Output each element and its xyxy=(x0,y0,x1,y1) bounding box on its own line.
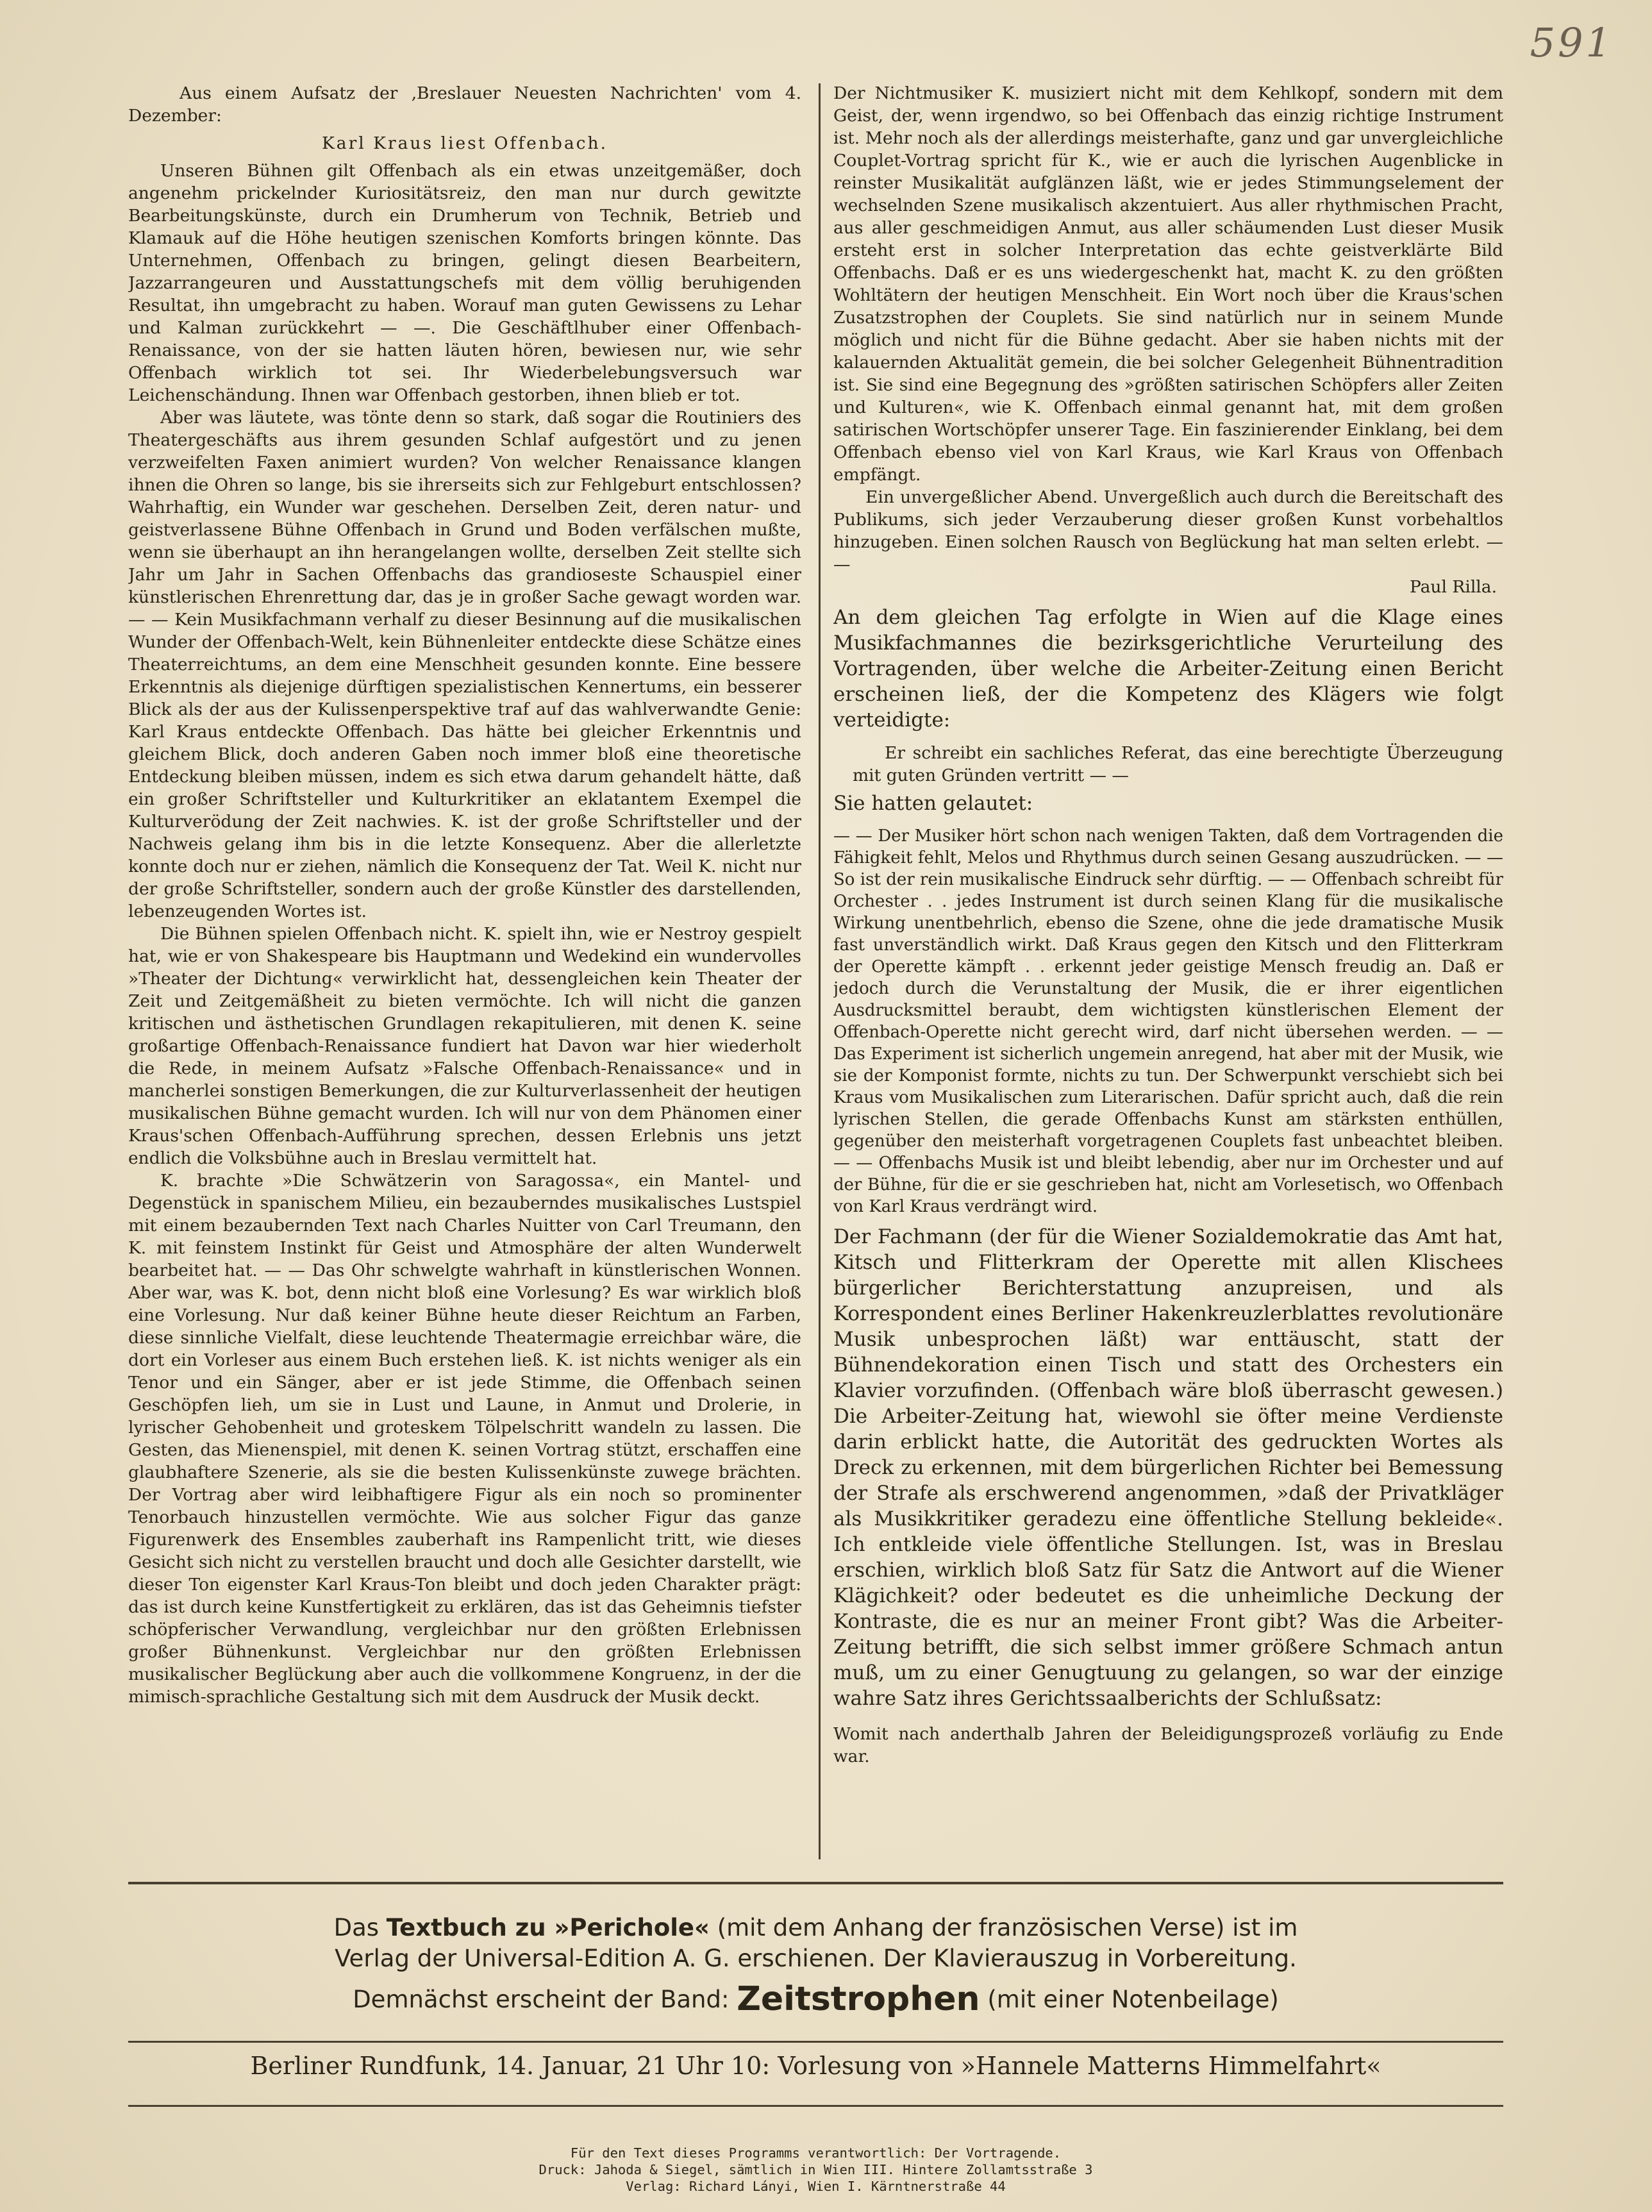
right-column xyxy=(833,82,1503,1871)
paragraph: K. brachte »Die Schwätzerin von Saragossa«, ein Mantel- und Degenstück in spanischem Milieu, ein bezauberndes musikalisches Lustspiel mit einem bezaubernden Text nach Charles Nuitter von Carl Treumann, den K. mit feinstem Instinkt für Geist und Atmosphäre der alten Wunderwelt bearbeitet hat. — — Das Ohr schwelgte wahrhaft in künstlerischen Wonnen. Aber war, was K. bot, denn nicht bloß eine Vorlesung? Es war wirklich bloß eine Vorlesung. Nur daß keiner Bühne heute dieser Reichtum an Farben, diese sinnliche Vielfalt, diese leuchtende Theatermagie erreichbar wäre, die dort ein Vorleser aus einem Buch erstehen ließ. K. ist nichts weniger als ein Tenor und ein Sänger, aber er ist jede Stimme, die Offenbach seinen Geschöpfen lieh, um sie in Lust und Laune, in Anmut und Drolerie, in lyrischer Gehobenheit und groteskem Tölpelschritt wandeln zu lassen. Die Gesten, das Mienenspiel, mit denen K. seinen Vortrag stützt, erschaffen eine glaubhaftere Szenerie, als sie die besten Kulissenkünste zuwege brächten. Der Vortrag aber wird leibhaftigere Figur als ein noch so prominenter Tenorbauch hinzustellen vermöchte. Wie aus solcher Figur das ganze Figurenwerk des Ensembles zauberhaft ins Rampenlicht tritt, wie dieses Gesicht sich nicht zu verstellen braucht und doch alle Gesichter darstellt, wie dieser Ton eigenster Karl Kraus-Ton bleibt und doch jeden Charakter prägt: das ist durch keine Kunstfertigkeit zu erklären, das ist das Geheimnis tiefster schöpferischer Verwandlung, vergleichbar nur den größten Erlebnissen großer Bühnenkunst. Vergleichbar nur den größten Erlebnissen musikalischer Beglückung aber auch die vollkommene Kongruenz, in der die mimisch-sprachliche Gestaltung sich mit dem Ausdruck der Musik deckt. xyxy=(128,1171,801,1707)
ad-text: (mit einer Notenbeilage) xyxy=(987,1986,1279,2013)
closing-statement: Womit nach anderthalb Jahren der Beleidigungsprozeß vorläufig zu Ende war. xyxy=(833,1724,1503,1766)
imprint-line: Druck: Jahoda & Siegel, sämtlich in Wien III. Hintere Zollamtsstraße 3 xyxy=(538,2162,1093,2177)
imprint-line: Verlag: Richard Lányi, Wien I. Kärntnerstraße 44 xyxy=(626,2179,1006,2194)
imprint xyxy=(128,2145,1503,2195)
lead-text: Sie hatten gelautet: xyxy=(833,792,1033,815)
divider-rule xyxy=(128,2105,1503,2107)
divider-rule xyxy=(128,2041,1503,2043)
broadcast-notice: Berliner Rundfunk, 14. Januar, 21 Uhr 10: Vorlesung von »Hannele Matterns Himmelfahrt« xyxy=(250,2052,1381,2080)
body-paragraph: An dem gleichen Tag erfolgte in Wien auf die Klage eines Musikfachmannes die bezirksgerichtliche Verurteilung des Vortragenden, über welche die Arbeiter-Zeitung einen Bericht erscheinen ließ, der die Kompetenz des Klägers wie folgt verteidigte: xyxy=(833,606,1503,732)
paragraph: Der Nichtmusiker K. musiziert nicht mit dem Kehlkopf, sondern mit dem Geist, der, wenn irgendwo, so bei Offenbach das einzig richtige Instrument ist. Mehr noch als der allerdings meisterhafte, ganz und gar unvergleichliche Couplet-Vortrag spricht für K., wie er auch die lyrischen Augenblicke in reinster Musikalität aufglänzen läßt, wie er jedes Stimmungselement der wechselnden Szene musikalisch akzentuiert. Aus aller rhythmischen Pracht, aus aller geschmeidigen Anmut, aus aller schäumenden Lust dieser Musik ersteht erst in solcher Interpretation das echte geistverklärte Bild Offenbachs. Daß er es uns wiedergeschenkt hat, macht K. zu den größten Wohltätern der heutigen Menschheit. Ein Wort noch über die Kraus'schen Zusatzstrophen der Couplets. Sie sind natürlich nur in seinem Munde möglich und nicht für die Bühne gedacht. Aber sie haben nichts mit der kalauernden Aktualität gemein, die bei solcher Gelegenheit Bühnentradition ist. Sie sind eine Begegnung des »größten satirischen Schöpfers aller Zeiten und Kulturen«, wie K. Offenbach einmal genannt hat, mit dem großen satirischen Wortschöpfer unserer Tage. Ein faszinierender Einklang, bei dem Offenbach ebenso viel von Karl Kraus, wie Karl Kraus von Offenbach empfängt. xyxy=(833,83,1503,485)
paragraph: Die Bühnen spielen Offenbach nicht. K. spielt ihn, wie er Nestroy gespielt hat, wie er von Shakespeare bis Hauptmann und Wedekind ein wundervolles »Theater der Dichtung« verwirklicht hat, dessengleichen kein Theater der Zeit und Zeitgemäßheit zu bieten vermöchte. Ich will nicht die ganzen kritischen und ästhetischen Grundlagen rekapitulieren, mit denen K. seine großartige Offenbach-Renaissance fundiert hat Davon war hier wiederholt die Rede, in meinem Aufsatz »Falsche Offenbach-Renaissance« und in mancherlei sonstigen Bemerkungen, die zur Kulturverlassenheit der heutigen musikalischen Bühne gemacht wurden. Ich will nur von dem Phänomen einer Kraus'schen Offenbach-Aufführung sprechen, dessen Erlebnis uns jetzt endlich die Volksbühne auch in Breslau vermittelt hat. xyxy=(128,924,801,1168)
ad-text: Demnächst erscheint der Band: xyxy=(353,1986,730,2013)
author-signature: Paul Rilla. xyxy=(1409,577,1497,597)
column-divider xyxy=(819,83,821,1859)
article-subheading: Karl Kraus liest Offenbach. xyxy=(321,133,608,153)
ad-text: (mit dem Anhang der französischen Verse) ist im xyxy=(717,1914,1298,1941)
imprint-line: Für den Text dieses Programms verantwortlich: Der Vortragende. xyxy=(570,2145,1062,2161)
page-number: 591 xyxy=(1530,19,1614,66)
ad-book-title: Zeitstrophen xyxy=(737,1980,980,2018)
quoted-statement: Er schreibt ein sachliches Referat, das eine berechtigte Überzeugung mit guten Gründen vertritt — — xyxy=(853,743,1503,785)
paragraph: Aber was läutete, was tönte denn so stark, daß sogar die Routiniers des Theatergeschäfts aus ihrem gesunden Schlaf aufgestört und zu jenen verzweifelten Faxen animiert wurden? Von welcher Renaissance klangen ihnen die Ohren so lange, bis sie ihrerseits sich zur Fehlgeburt entschlossen? Wahrhaftig, ein Wunder war geschehen. Derselben Zeit, deren natur- und geistverlassene Bühne Offenbach in Grund und Boden verfälschen mußte, wenn sie überhaupt an ihn herangelangen wollte, derselben Zeit stellte sich Jahr um Jahr in Sachen Offenbachs das grandioseste Schauspiel einer künstlerischen Ehrenrettung dar, das je in großer Sache gewagt worden war. — — Kein Musikfachmann verhalf zu dieser Besinnung auf die musikalischen Wunder der Offenbach-Welt, kein Bühnenleiter entdeckte diese Schätze eines Theaterreichtums, an dem eine Menschheit gesunden konnte. Eine bessere Erkenntnis als diejenige dürftigen spezialistischen Kennertums, ein besserer Blick als der aus der Kulissenperspektive traf auf das wahlverwandte Genie: Karl Kraus entdeckte Offenbach. Das hätte bei gleicher Erkenntnis und gleichem Blick, doch anderen Gaben noch immer bloß eine theoretische Entdeckung bleiben müssen, indem es sich etwa darum gehandelt hätte, daß ein großer Schriftsteller und Kulturkritiker an eklatantem Exempel die Kulturverödung der Zeit nachwies. K. ist der große Schriftsteller und der Nachweis gelang ihm bis in die letzte Konsequenz. Aber die allerletzte konnte doch nur er ziehen, nämlich die Konsequenz der Tat. Weil K. nicht nur der große Schriftsteller, sondern auch der große Künstler des darstellenden, lebenzeugenden Wortes ist. xyxy=(128,408,801,921)
paragraph: Unseren Bühnen gilt Offenbach als ein etwas unzeitgemäßer, doch angenehm prickelnder Kuriositätsreiz, den man nur durch gewitzte Bearbeitungskünste, durch ein Drumherum von Technik, Betrieb und Klamauk auf die Höhe heutigen szenischen Komforts bringen könnte. Das Unternehmen, Offenbach zu bringen, gelingt diesen Bearbeitern, Jazzarrangeuren und Ausstattungschefs mit dem völlig beruhigenden Resultat, ihn umgebracht zu haben. Worauf man guten Gewissens zu Lehar und Kalman zurückkehrt — —. Die Geschäftlhuber einer Offenbach-Renaissance, von der sie hatten läuten hören, bewiesen nur, wie sehr Offenbach wirklich tot sei. Ihr Wiederbelebungsversuch war Leichenschändung. Ihnen war Offenbach gestorben, ihnen blieb er tot. xyxy=(128,161,801,405)
ad-book-title: Textbuch zu »Perichole« xyxy=(386,1914,710,1941)
intro-text: Aus einem Aufsatz der ‚Breslauer Neuesten Nachrichten' vom 4. Dezember: xyxy=(128,83,801,126)
advertisement-line: Verlag der Universal-Edition A. G. erschienen. Der Klavierauszug in Vorbereitung. xyxy=(335,1945,1297,1972)
divider-rule xyxy=(128,1882,1503,1884)
left-column xyxy=(128,82,801,1871)
ad-text: Das xyxy=(333,1914,380,1941)
paragraph: Ein unvergeßlicher Abend. Unvergeßlich auch durch die Bereitschaft des Publikums, sich jeder Verzauberung dieser großen Kunst vorbehaltlos hinzugeben. Einen solchen Rausch von Beglückung hat man selten erlebt. — — xyxy=(833,487,1503,574)
advertisement-line xyxy=(128,1980,1503,2018)
advertisement-line xyxy=(128,1914,1503,1941)
quoted-review: — — Der Musiker hört schon nach wenigen Takten, daß dem Vortragenden die Fähigkeit fehlt, Melos und Rhythmus durch seinen Gesang auszudrücken. — — So ist der rein musikalische Eindruck sehr dürftig. — — Offenbach schreibt für Orchester . . jedes Instrument ist durch seinen Klang für die musikalische Wirkung unentbehrlich, ebenso die Szene, ohne die jede dramatische Musik fast unverständlich wirkt. Daß Kraus gegen den Kitsch und den Flitterkram der Operette kämpft . . erkennt jeder geistige Mensch freudig an. Daß er jedoch durch die Verunstaltung der Musik, die er ihrer eigentlichen Ausdrucksmittel beraubt, dem wichtigsten künstlerischen Element der Offenbach-Operette nicht gerecht wird, darf nicht übersehen werden. — — Das Experiment ist sicherlich ungemein anregend, hat aber mit der Musik, wie sie der Komponist formte, nichts zu tun. Der Schwerpunkt verschiebt sich bei Kraus vom Musikalischen zum Literarischen. Dafür spricht auch, daß die rein lyrischen Stellen, die gerade Offenbachs Kunst am stärksten enthüllen, gegenüber den meisterhaft vorgetragenen Couplets fast unbeachtet bleiben. — — Offenbachs Musik ist und bleibt lebendig, aber nur im Orchester und auf der Bühne, für die er sie geschrieben hat, nicht am Vorlesetisch, wo Offenbach von Karl Kraus verdrängt wird. xyxy=(833,826,1503,1216)
body-paragraph: Der Fachmann (der für die Wiener Sozialdemokratie das Amt hat, Kitsch und Flitterkram der Operette mit allen Klischees bürgerlicher Berichterstattung anzupreisen, und als Korrespondent eines Berliner Hakenkreuzlerblattes revolutionäre Musik unbesprochen läßt) war enttäuscht, statt der Bühnendekoration einen Tisch und statt des Orchesters ein Klavier vorzufinden. (Offenbach wäre bloß überrascht gewesen.) Die Arbeiter-Zeitung hat, wiewohl sie öfter meine Verdienste darin erblickt hatte, die Autorität des gedruckten Wortes als Dreck zu erkennen, mit dem bürgerlichen Richter bei Bemessung der Strafe als erschwerend angenommen, »daß der Privatkläger als Musikkritiker geradezu eine öffentliche Stellung bekleide«. Ich entkleide viele öffentliche Stellungen. Ist, was in Breslau erschien, wirklich bloß Satz für Satz die Antwort auf die Wiener Klägichkeit? oder bedeutet es die unheimliche Deckung der Kontraste, die es nur an meiner Front gibt? Was die Arbeiter-Zeitung betrifft, die sich selbst immer größere Schmach antun muß, um zu einer Genugtuung zu gelangen, so war der einzige wahre Satz ihres Gerichtssaalberichts der Schlußsatz: xyxy=(833,1225,1503,1710)
